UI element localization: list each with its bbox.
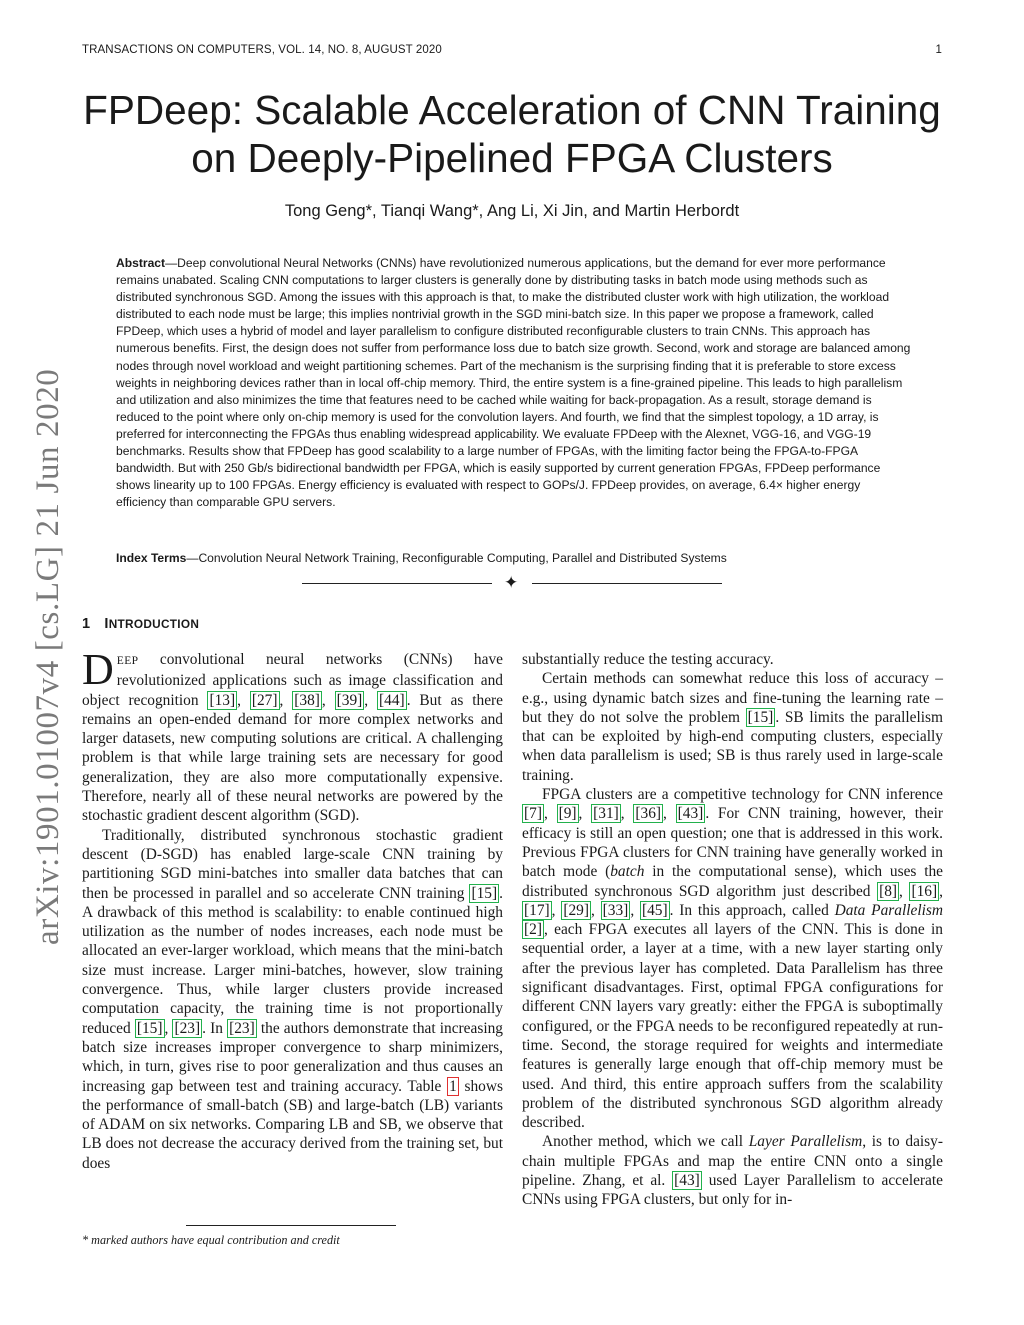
citation-link[interactable]: [15] [747,708,774,726]
table-reference-link[interactable]: 1 [449,1077,457,1095]
paragraph [82,826,503,1173]
text-run: Another method, which we call [542,1133,749,1151]
index-terms-text: —Convolution Neural Network Training, Reconfigurable Computing, Parallel and Distributed Systems [186,551,727,565]
paragraph [522,669,943,785]
italic-term: Data Parallelism [834,901,944,919]
text-run: . In [202,1019,228,1037]
text-run: , [939,882,943,900]
citation-link[interactable]: [45] [641,901,668,919]
text-run: , [620,805,634,823]
citation-link[interactable]: [17] [524,901,550,919]
citation-link[interactable]: [39] [336,691,363,709]
journal-info: TRANSACTIONS ON COMPUTERS, VOL. 14, NO. 8, AUGUST 2020 [82,44,442,56]
footnote-rule [186,1225,396,1226]
citation-link[interactable]: [16] [911,882,938,900]
section-heading [82,616,199,632]
citation-link[interactable]: [7] [524,805,542,823]
paper-title [60,86,964,182]
text-run: . For CNN training, however, their efficacy is still an open question; one that is addressed in this work. Previous FPGA clusters for CNN training have generally worked in batch mode ( [522,805,943,881]
abstract [116,255,912,511]
text-run: used Layer Parallelism to accelerate CNNs using FPGA clusters, but only for in- [522,1172,943,1209]
citation-link[interactable]: [2] [524,921,542,939]
italic-term: Layer Parallelism [748,1133,863,1151]
citation-link[interactable]: [29] [563,901,589,919]
title-line-2: on Deeply-Pipelined FPGA Clusters [191,135,833,181]
italic-term: batch [610,863,645,881]
text-run: , [590,901,601,919]
index-terms [116,550,912,567]
paragraph [522,1132,943,1209]
text-run: . A drawback of this method is scalability: to enable continued high utilization as the number of nodes increases, each node must be allocated an ever-larger workload, which means that the mini-batch size must increase. Larger mini-batches, however, slow training convergence. Thus, while larger clusters provide increased computation capacity, the training time is not proportionally reduced [82,884,503,1037]
dropcap: D [82,645,114,694]
citation-link[interactable]: [43] [677,805,704,823]
citation-link[interactable]: [27] [251,691,278,709]
citation-link[interactable]: [15] [471,884,498,902]
paragraph: substantially reduce the testing accuracy. [522,651,774,668]
section-title-rest: NTRODUCTION [108,617,200,631]
text-run: . But as there remains an open-ended demand for more complex networks and larger datasets, new computing solutions are critical. A challenging problem is that while large training sets are necessary for good generalization, they are also more computationally expensive. Therefore, nearly all of these neural networks are powered by the stochastic gradient descent algorithm (SGD). [82,691,503,825]
smallcaps-lead: EEP [116,655,139,667]
text-run: , [551,901,562,919]
text-run: , is to daisy-chain multiple FPGAs and map the entire CNN onto a single pipeline. Zhang, et al. [522,1133,943,1190]
citation-link[interactable]: [23] [229,1019,255,1037]
text-run: , [321,691,335,709]
text-run: , [630,901,640,919]
abstract-label: Abstract [116,256,166,270]
title-line-1: FPDeep: Scalable Acceleration of CNN Training [83,87,941,133]
running-head [82,44,942,56]
text-run: , [663,805,676,823]
arxiv-identifier[interactable]: arXiv:1901.01007v4 [cs.LG] 21 Jun 2020 [30,368,66,945]
text-run: in the computational sense), which uses the distributed synchronous SGD algorithm just described [522,863,944,900]
paragraph [522,785,943,1132]
text-run: , [279,691,293,709]
text-run: , [543,805,557,823]
text-run: shows the performance of small-batch (SB) and large-batch (LB) variants of ADAM on six networks. Comparing LB and SB, we observe that LB does not decrease the accuracy derived from the training set, but does [82,1077,503,1172]
author-list: Tong Geng*, Tianqi Wang*, Ang Li, Xi Jin, and Martin Herbordt [284,202,740,220]
text-run: , [364,691,378,709]
text-run: Traditionally, distributed synchronous stochastic gradient descent (D-SGD) has enabled large-scale CNN training by partitioning SGD mini-batches into smaller data batches that can then be processed in parallel and so accelerate CNN training [82,826,503,902]
text-run: . In this approach, called [669,901,835,919]
footnote: * marked authors have equal contribution and credit [82,1233,340,1247]
citation-link[interactable]: [15] [136,1019,163,1037]
paragraph [82,645,503,826]
text-run: , [237,691,250,709]
section-initial: I [104,616,109,632]
section-number: 1 [82,616,91,632]
divider-left [302,583,492,584]
divider-right [532,583,722,584]
text-run: . SB limits the parallelism that can be exploited by high-end computing clusters, especially when data parallelism is used; SB is thus rarely used in large-scale training. [522,708,943,784]
index-terms-label: Index Terms [116,551,187,565]
text-run: , [164,1019,173,1037]
left-column [82,645,503,1173]
citation-link[interactable]: [33] [602,901,629,919]
text-run: , each FPGA executes all layers of the CNN. This is done in sequential order, a layer at a time, with a new layer starting only after the previous layer has completed. Data Parallelism has three significant disadvantages. First, optimal FPGA configurations for different CNN layers vary greatly: either the FPGA is suboptimally configured, or the FPGA needs to be reconfigured repeatedly at run-time. Second, the storage required for weights and intermediate features is generally large enough that off-chip memory must be used. And third, this entire approach suffers from the scalability problem of the distributed synchronous SGD algorithm already described. [522,921,943,1132]
citation-link[interactable]: [44] [379,691,405,709]
citation-link[interactable]: [31] [593,805,619,823]
citation-link[interactable]: [13] [209,691,236,709]
page-number: 1 [935,44,942,56]
divider-diamond-icon: ✦ [504,573,519,593]
citation-link[interactable]: [9] [558,805,577,823]
citation-link[interactable]: [36] [635,805,662,823]
text-run: , [899,882,910,900]
text-run: convolutional neural networks (CNNs) have revolutionized applications such as image classification and object recognition [82,651,503,709]
right-column [522,650,943,1210]
citation-link[interactable]: [43] [674,1172,700,1190]
abstract-text: —Deep convolutional Neural Networks (CNNs) have revolutionized numerous applications, but the demand for ever more performance remains unabated. Scaling CNN computations to larger clusters is generally done by distributing tasks in batch mode using methods such as distributed synchronous SGD. Among the issues with this approach is that, to make the distributed cluster work with high utilization, the workload distributed to each node must be large; this implies nontrivial growth in the SGD mini-batch size. In this paper we propose a framework, called FPDeep, which uses a hybrid of model and layer parallelism to configure distributed reconfigurable clusters to train CNNs. This approach has numerous benefits. First, the design does not suffer from performance loss due to batch size growth. Second, work and storage are balanced among nodes through novel workload and weight partitioning schemes. Part of the mechanism is the surprising finding that it is preferable to store excess weights in neighboring devices rather than in local off-chip memory. Third, the entire system is a fine-grained pipeline. This leads to high parallelism and utilization and also minimizes the time that features need to be cached while waiting for back-propagation. As a result, storage demand is reduced to the point where only on-chip memory is used for the convolution layers. And fourth, we find that the simplest topology, a 1D array, is preferred for interconnecting the FPGAs thus enabling widespread applicability. We evaluate FPDeep with the Alexnet, VGG-16, and VGG-19 benchmarks. Results show that FPDeep has good scalability to a large number of FPGAs, with the limiting factor being the FPGA-to-FPGA bandwidth. But with 250 Gb/s bidirectional bandwidth per FPGA, which is easily supported by current generation FPGAs, FPDeep performance shows linearity up to 100 FPGAs. Energy efficiency is evaluated with respect to GOPs/J. FPDeep provides, on average, 6.4× higher energy efficiency than comparable GPU servers. [116,256,911,510]
text-run: Certain methods can somewhat reduce this loss of accuracy – e.g., using dynamic batch sizes and fine-tuning the learning rate – but they do not solve the problem [522,670,943,726]
text-run: FPGA clusters are a competitive technology for CNN inference [542,786,943,804]
citation-link[interactable]: [38] [294,691,320,709]
citation-link[interactable]: [8] [879,882,898,900]
citation-link[interactable]: [23] [174,1019,201,1037]
text-run: the authors demonstrate that increasing batch size increases improper convergence to sharp minimizers, which, in turn, gives rise to poor generalization and thus causes an increasing gap between test and training accuracy. Table [82,1019,503,1095]
text-run: , [578,805,592,823]
